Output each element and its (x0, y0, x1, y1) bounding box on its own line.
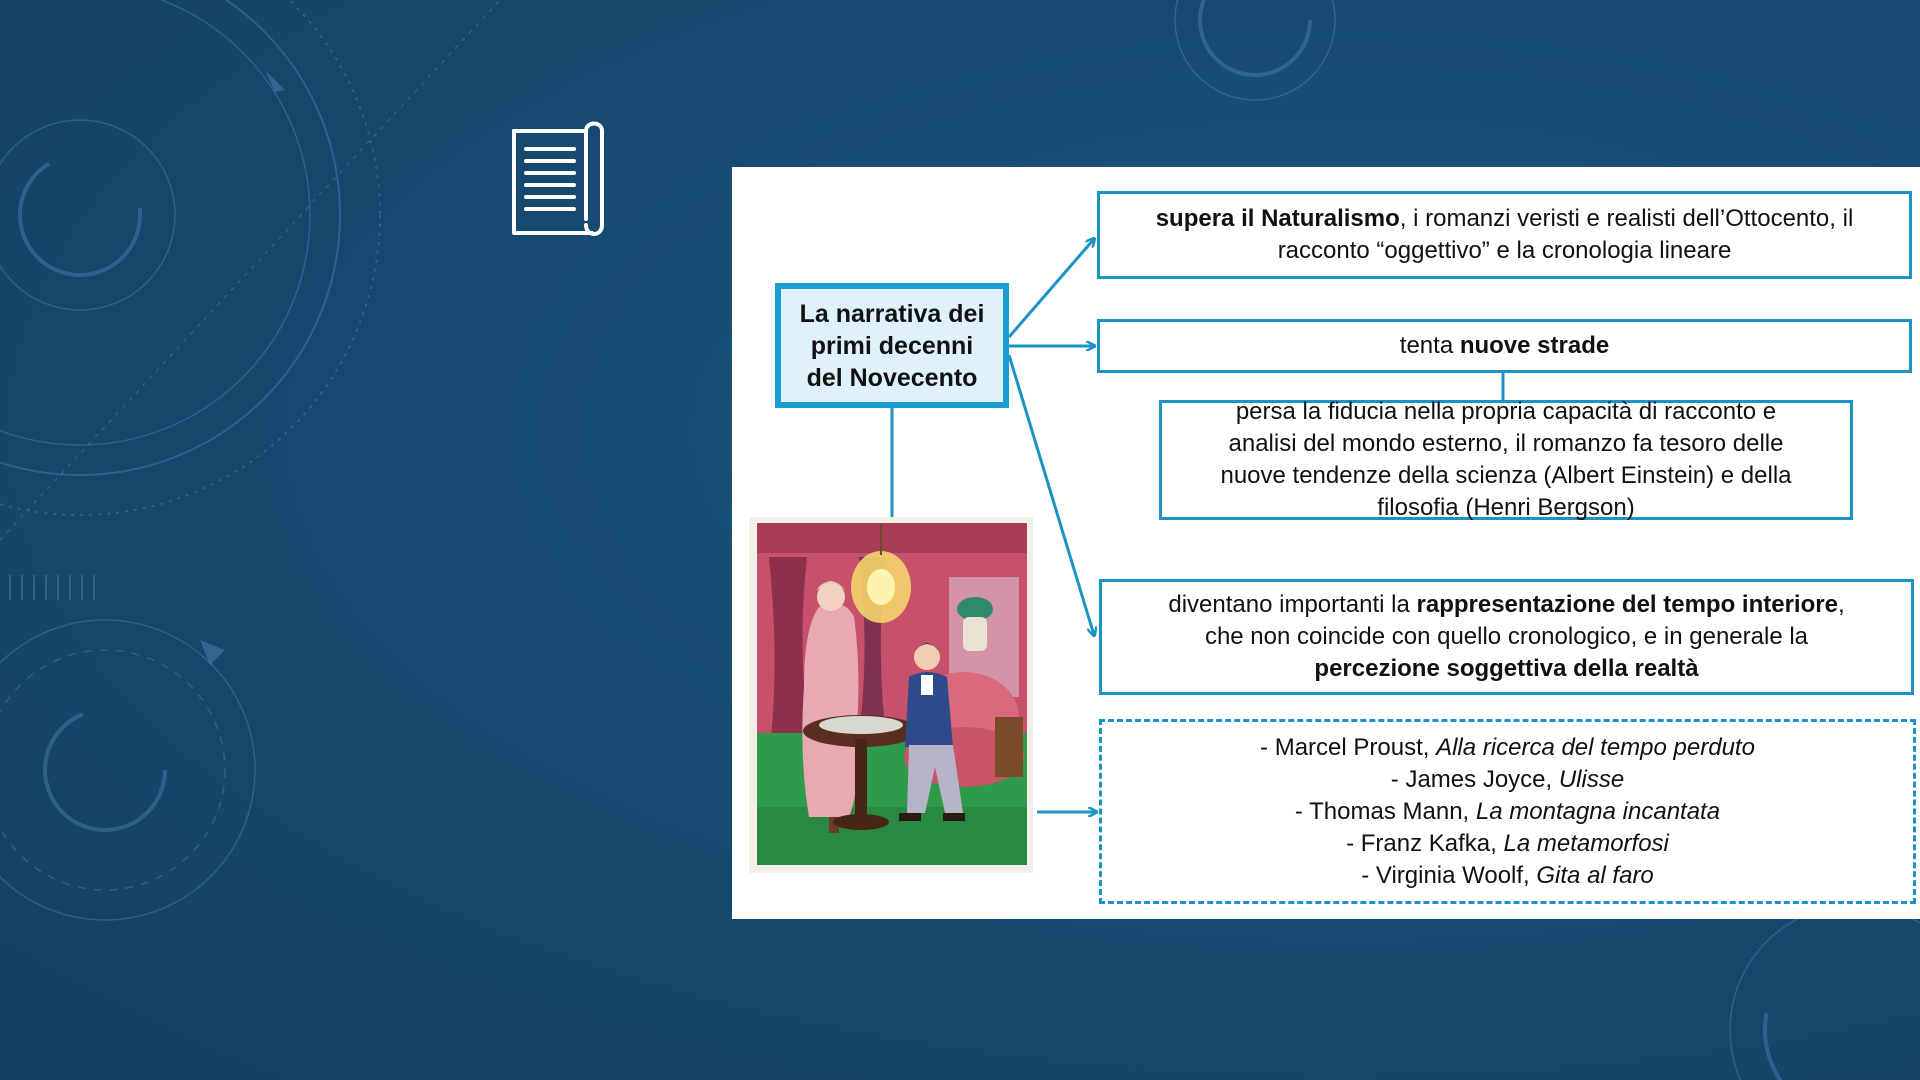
central-line: primi decenni (810, 331, 974, 360)
work-author: - James Joyce, (1390, 765, 1559, 793)
arrow-to-box1 (1009, 239, 1094, 337)
work-title: Alla ricerca del tempo perduto (1436, 733, 1755, 761)
box4-text: diventano importanti la (1168, 591, 1417, 618)
work-item (1295, 796, 1720, 828)
work-author: - Franz Kafka, (1346, 829, 1504, 857)
box3-line: nuove tendenze della scienza (Albert Einstein) e della (1220, 462, 1792, 489)
box1-text: racconto “oggettivo” e la cronologia lineare (1277, 237, 1732, 264)
box3-line: persa la fiducia nella propria capacità di racconto e (1235, 398, 1777, 425)
salon-illustration (749, 517, 1033, 873)
work-title: Gita al faro (1536, 861, 1654, 889)
work-item (1346, 828, 1669, 860)
box3-line: analisi del mondo esterno, il romanzo fa tesoro delle (1228, 430, 1784, 457)
box1-bold: supera il Naturalismo (1155, 205, 1400, 232)
work-author: - Marcel Proust, (1260, 733, 1437, 761)
work-author: - Thomas Mann, (1294, 797, 1476, 825)
box-works-list (1099, 719, 1916, 904)
box3-line: filosofia (Henri Bergson) (1377, 494, 1635, 521)
work-title: La montagna incantata (1475, 797, 1721, 825)
box-science-philosophy (1159, 400, 1853, 520)
work-item (1260, 732, 1755, 764)
box4-text: che non coincide con quello cronologico, e in generale la (1204, 623, 1809, 650)
box4-bold: rappresentazione del tempo interiore (1416, 591, 1838, 618)
document-scroll-icon (510, 115, 606, 241)
box1-text: , i romanzi veristi e realisti dell’Ottocento, il (1399, 205, 1854, 232)
box-naturalism (1097, 191, 1912, 279)
box2-text: tenta (1399, 332, 1460, 359)
work-author: - Virginia Woolf, (1361, 861, 1537, 889)
central-node (775, 283, 1009, 408)
box4-bold: percezione soggettiva della realtà (1314, 655, 1699, 682)
work-item (1391, 764, 1624, 796)
work-title: La metamorfosi (1503, 829, 1669, 857)
central-line: La narrativa dei (799, 299, 985, 328)
concept-map-panel (732, 167, 1920, 919)
box-new-paths (1097, 319, 1912, 373)
box2-bold: nuove strade (1459, 332, 1610, 359)
box-inner-time (1099, 579, 1914, 695)
work-title: Ulisse (1558, 765, 1625, 793)
work-item (1361, 860, 1654, 892)
box4-text: , (1837, 591, 1845, 618)
central-line: del Novecento (806, 363, 978, 392)
